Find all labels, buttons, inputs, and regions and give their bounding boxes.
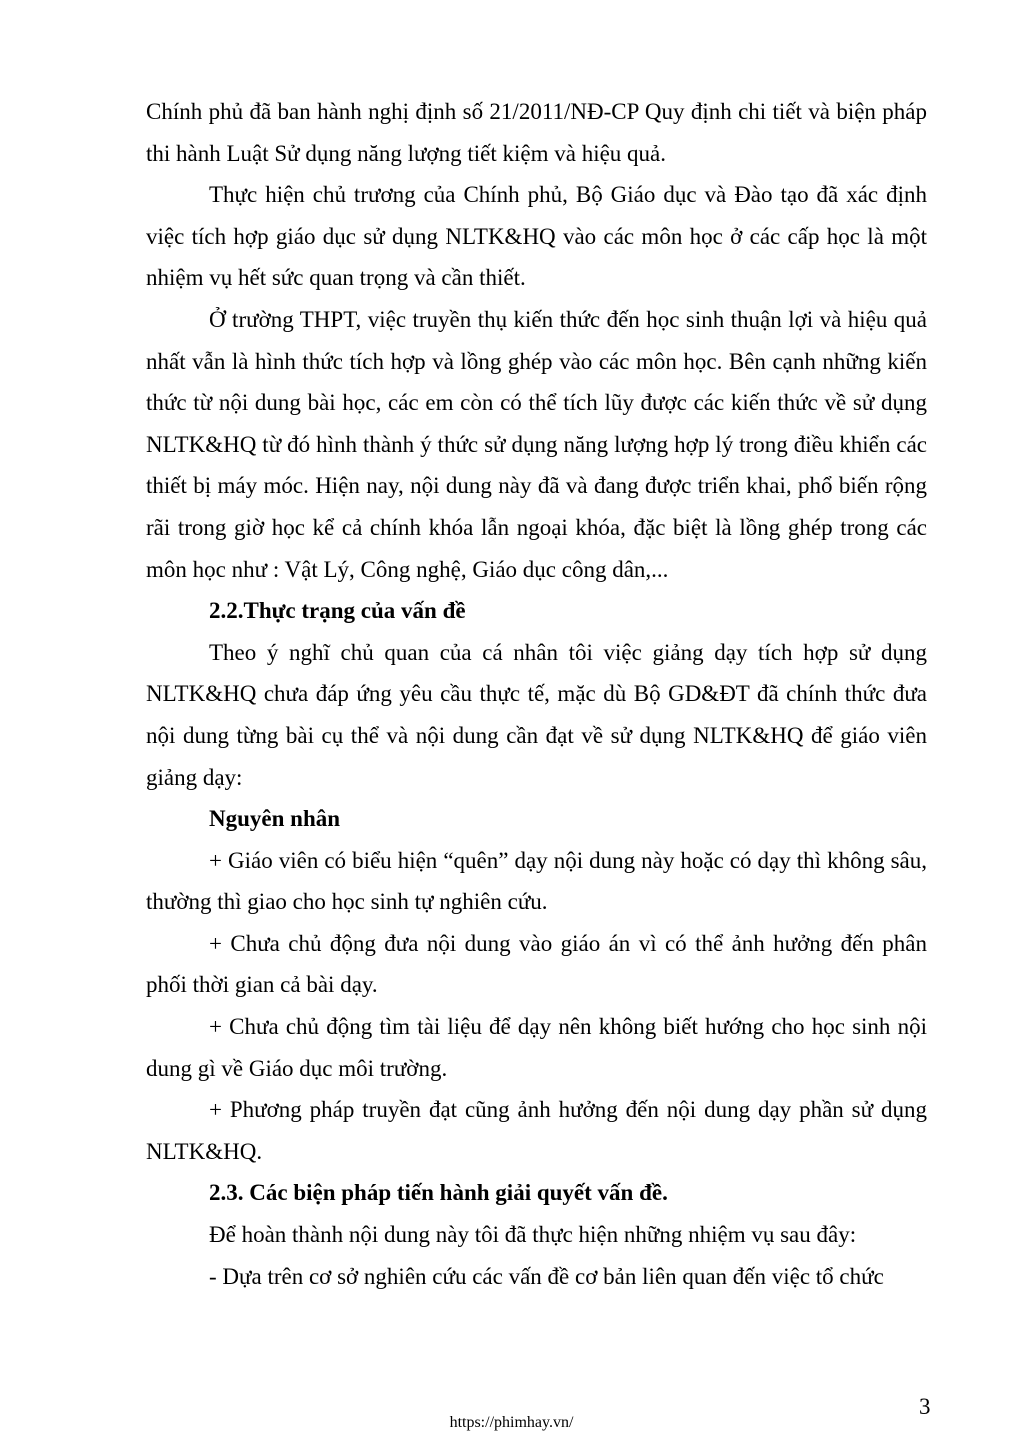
paragraph-decree: Chính phủ đã ban hành nghị định số 21/2011/NĐ-CP Quy định chi tiết và biện pháp thi hành Luật Sử dụng năng lượng tiết kiệm và hiệu quả. (146, 99, 927, 166)
list-item-cause-3: + Chưa chủ động tìm tài liệu để dạy nên không biết hướng cho học sinh nội dung gì về Giáo dục môi trường. (146, 1014, 927, 1081)
list-item-cause-4: + Phương pháp truyền đạt cũng ảnh hưởng đến nội dung dạy phần sử dụng NLTK&HQ. (146, 1097, 927, 1164)
footer-url: https://phimhay.vn/ (449, 1414, 574, 1431)
section-heading-2-3: 2.3. Các biện pháp tiến hành giải quyết vấn đề. (209, 1180, 668, 1206)
paragraph-tasks-intro: Để hoàn thành nội dung này tôi đã thực hiện những nhiệm vụ sau đây: (209, 1222, 857, 1248)
page-number: 3 (919, 1394, 931, 1419)
list-item-task-1: - Dựa trên cơ sở nghiên cứu các vấn đề cơ bản liên quan đến việc tổ chức (209, 1263, 884, 1289)
section-heading-2-2: 2.2.Thực trạng của vấn đề (209, 598, 466, 624)
paragraph-opinion: Theo ý nghĩ chủ quan của cá nhân tôi việc giảng dạy tích hợp sử dụng NLTK&HQ chưa đáp ứng yêu cầu thực tế, mặc dù Bộ GD&ĐT đã chính thức đưa nội dung từng bài cụ thể và nội dung cần đạt về sử dụng NLTK&HQ để giáo viên giảng dạy: (146, 639, 927, 790)
list-item-cause-1: + Giáo viên có biểu hiện “quên” dạy nội dung này hoặc có dạy thì không sâu, thường thì giao cho học sinh tự nghiên cứu. (146, 847, 927, 915)
page-body (146, 91, 927, 1297)
subheading-causes: Nguyên nhân (209, 806, 341, 832)
list-item-cause-2: + Chưa chủ động đưa nội dung vào giáo án vì có thể ảnh hưởng đến phân phối thời gian cả bài dạy. (146, 930, 927, 998)
paragraph-thpt: Ở trường THPT, việc truyền thụ kiến thức đến học sinh thuận lợi và hiệu quả nhất vẫn là hình thức tích hợp và lồng ghép vào các môn học. Bên cạnh những kiến thức từ nội dung bài học, các em còn có thể tích lũy được các kiến thức về sử dụng NLTK&HQ từ đó hình thành ý thức sử dụng năng lượng hợp lý trong điều khiển các thiết bị máy móc. Hiện nay, nội dung này đã và đang được triển khai, phổ biến rộng rãi trong giờ học kể cả chính khóa lẫn ngoại khóa, đặc biệt là lồng ghép trong các môn học như : Vật Lý, Công nghệ, Giáo dục công dân,... (146, 306, 927, 582)
paragraph-ministry: Thực hiện chủ trương của Chính phủ, Bộ Giáo dục và Đào tạo đã xác định việc tích hợp giáo dục sử dụng NLTK&HQ vào các môn học ở các cấp học là một nhiệm vụ hết sức quan trọng và cần thiết. (146, 182, 927, 291)
